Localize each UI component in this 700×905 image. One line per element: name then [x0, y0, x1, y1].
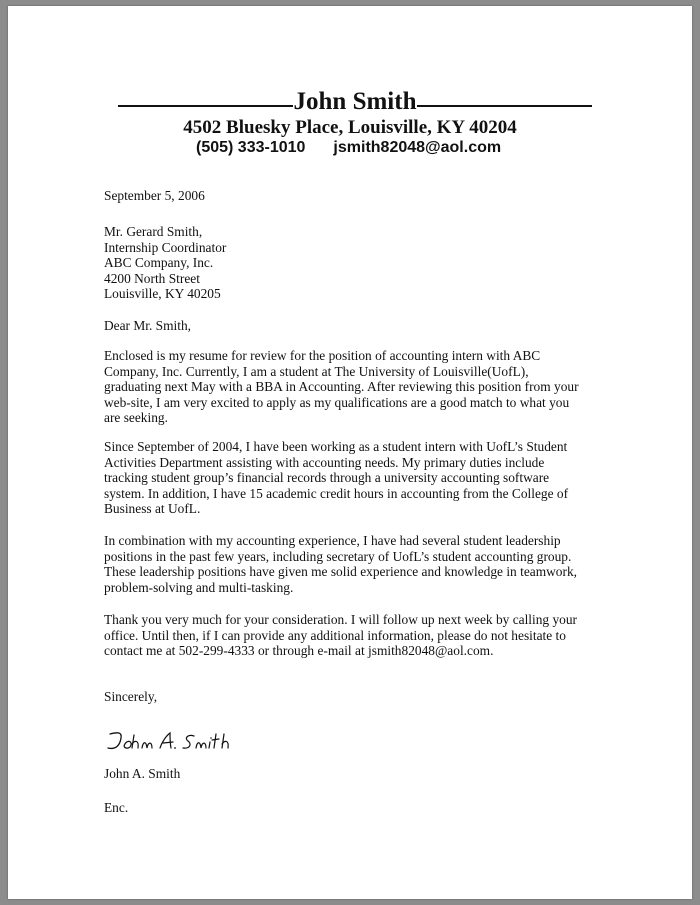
paragraph-line: Company, Inc. Currently, I am a student at The University of Louisville(UofL),: [104, 363, 529, 379]
salutation: Dear Mr. Smith,: [104, 318, 192, 333]
paragraph-line: positions in the past few years, including secretary of UofL’s student accounting group.: [104, 548, 572, 564]
recipient-block: [104, 224, 604, 302]
recipient-line: Louisville, KY 40205: [104, 286, 221, 301]
paragraph-line: In combination with my accounting experience, I have had several student leadership: [104, 533, 561, 548]
handwritten-signature: [104, 726, 244, 756]
sender-phone: (505) 333-1010: [196, 139, 306, 156]
letterhead-name-row: [118, 88, 592, 116]
paragraph-line: Enclosed is my resume for review for the position of accounting intern with ABC: [104, 348, 541, 363]
signer-name: John A. Smith: [104, 766, 181, 781]
paragraph-line: These leadership positions have given me solid experience and knowledge in teamwork,: [104, 564, 577, 579]
sender-name: John Smith: [293, 88, 417, 115]
paragraph-line: Business at UofL.: [104, 501, 201, 516]
paragraph-line: problem-solving and multi-tasking.: [104, 579, 294, 595]
paragraph-line: are seeking.: [104, 410, 168, 425]
enclosure-note: Enc.: [104, 800, 129, 815]
sender-email: jsmith82048@aol.com: [333, 139, 502, 156]
paragraph-3: [104, 533, 604, 595]
paragraph-line: Since September of 2004, I have been working as a student intern with UofL’s Student: [104, 439, 568, 454]
left-rule: [118, 105, 293, 107]
paragraph-line: office. Until then, if I can provide any additional information, please do not hesitate to: [104, 627, 566, 643]
paragraph-1: [104, 348, 604, 426]
recipient-line: 4200 North Street: [104, 270, 200, 286]
paragraph-line: web-site, I am very excited to apply as my qualifications are a good match to what you: [104, 394, 570, 410]
paragraph-4: [104, 612, 604, 659]
paragraph-line: Activities Department assisting with accounting needs. My primary duties include: [104, 454, 545, 470]
letter-page: [8, 6, 692, 899]
paragraph-line: graduating next May with a BBA in Accounting. After reviewing this position from your: [104, 379, 579, 394]
paragraph-line: system. In addition, I have 15 academic credit hours in accounting from the College of: [104, 485, 569, 501]
paragraph-line: tracking student group’s financial records through a university accounting software: [104, 470, 550, 485]
recipient-line: ABC Company, Inc.: [104, 255, 214, 270]
paragraph-line: contact me at 502-299-4333 or through e-mail at jsmith82048@aol.com.: [104, 643, 494, 658]
sender-address: 4502 Bluesky Place, Louisville, KY 40204: [183, 117, 517, 138]
paragraph-line: Thank you very much for your consideration. I will follow up next week by calling your: [104, 612, 578, 627]
right-rule: [417, 105, 592, 107]
recipient-line: Internship Coordinator: [104, 239, 227, 255]
closing: Sincerely,: [104, 689, 158, 704]
sender-contact: [196, 139, 616, 157]
letter-date: September 5, 2006: [104, 188, 205, 203]
paragraph-2: [104, 439, 604, 517]
recipient-line: Mr. Gerard Smith,: [104, 224, 203, 239]
